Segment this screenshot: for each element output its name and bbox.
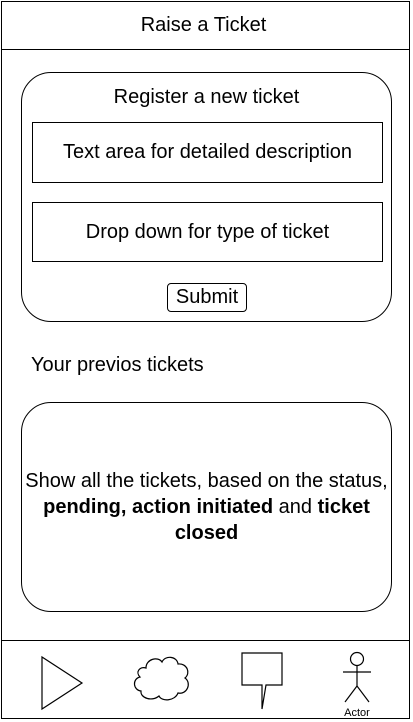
callout-icon[interactable] (238, 641, 286, 719)
phone-frame (1, 1, 410, 719)
previous-tickets-title: Your previos tickets (31, 354, 204, 376)
tickets-text-bold1: pending, action initiated (43, 496, 274, 518)
register-ticket-card (21, 72, 392, 322)
ticket-type-dropdown-label: Drop down for type of ticket (85, 220, 330, 243)
ticket-type-dropdown[interactable] (32, 202, 383, 262)
app-header (2, 2, 409, 50)
bottom-nav (2, 640, 409, 718)
tickets-text-part1: Show all the tickets, based on the status, (25, 470, 388, 492)
actor-label: Actor (344, 707, 370, 719)
description-textarea[interactable] (32, 122, 383, 183)
play-icon[interactable] (39, 641, 87, 719)
tickets-text-bold2: ticket closed (174, 496, 370, 544)
submit-button[interactable]: Submit (167, 283, 247, 312)
previous-tickets-card[interactable] (21, 402, 392, 612)
page-title: Raise a Ticket (140, 14, 267, 36)
cloud-icon[interactable] (132, 641, 194, 719)
description-textarea-label: Text area for detailed description (62, 141, 353, 163)
previous-tickets-description (24, 468, 389, 546)
tickets-text-part2: and (273, 496, 318, 518)
register-card-title: Register a new ticket (113, 86, 300, 108)
